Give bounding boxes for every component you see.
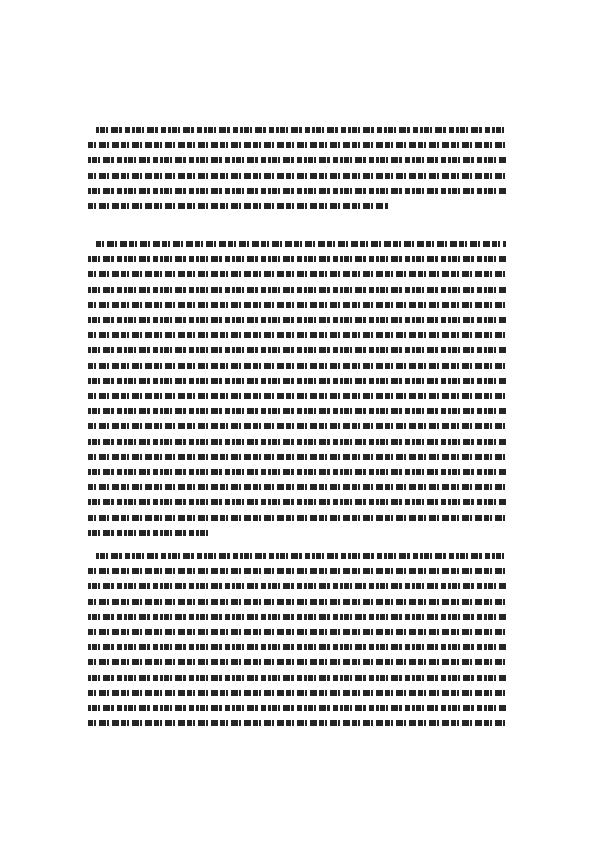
text-line bbox=[88, 378, 506, 384]
text-line bbox=[88, 363, 506, 369]
text-line bbox=[88, 287, 506, 293]
text-line bbox=[88, 423, 506, 429]
text-line bbox=[88, 142, 506, 148]
text-line bbox=[88, 499, 506, 505]
text-line bbox=[88, 469, 506, 475]
text-line bbox=[88, 599, 506, 605]
text-line bbox=[88, 157, 506, 163]
text-line bbox=[88, 530, 208, 536]
text-line bbox=[88, 302, 506, 308]
text-line bbox=[88, 256, 506, 262]
text-line bbox=[88, 484, 506, 490]
text-line bbox=[88, 271, 506, 277]
text-line bbox=[88, 690, 506, 696]
text-line bbox=[96, 241, 506, 247]
text-line bbox=[88, 568, 506, 574]
text-line bbox=[88, 203, 388, 209]
text-line bbox=[88, 393, 506, 399]
text-line bbox=[88, 614, 506, 620]
text-line bbox=[88, 705, 506, 711]
text-line bbox=[88, 173, 506, 179]
text-line bbox=[96, 127, 506, 133]
text-line bbox=[88, 408, 506, 414]
text-line bbox=[88, 720, 506, 726]
text-line bbox=[88, 188, 506, 194]
text-line bbox=[88, 317, 506, 323]
text-line bbox=[88, 332, 506, 338]
text-line bbox=[88, 644, 506, 650]
text-line bbox=[88, 454, 506, 460]
text-line bbox=[88, 583, 506, 589]
text-line bbox=[88, 629, 506, 635]
text-line bbox=[88, 659, 506, 665]
text-line bbox=[96, 553, 506, 559]
text-line bbox=[88, 675, 506, 681]
text-line bbox=[88, 439, 506, 445]
text-line bbox=[88, 347, 506, 353]
text-line bbox=[88, 515, 506, 521]
